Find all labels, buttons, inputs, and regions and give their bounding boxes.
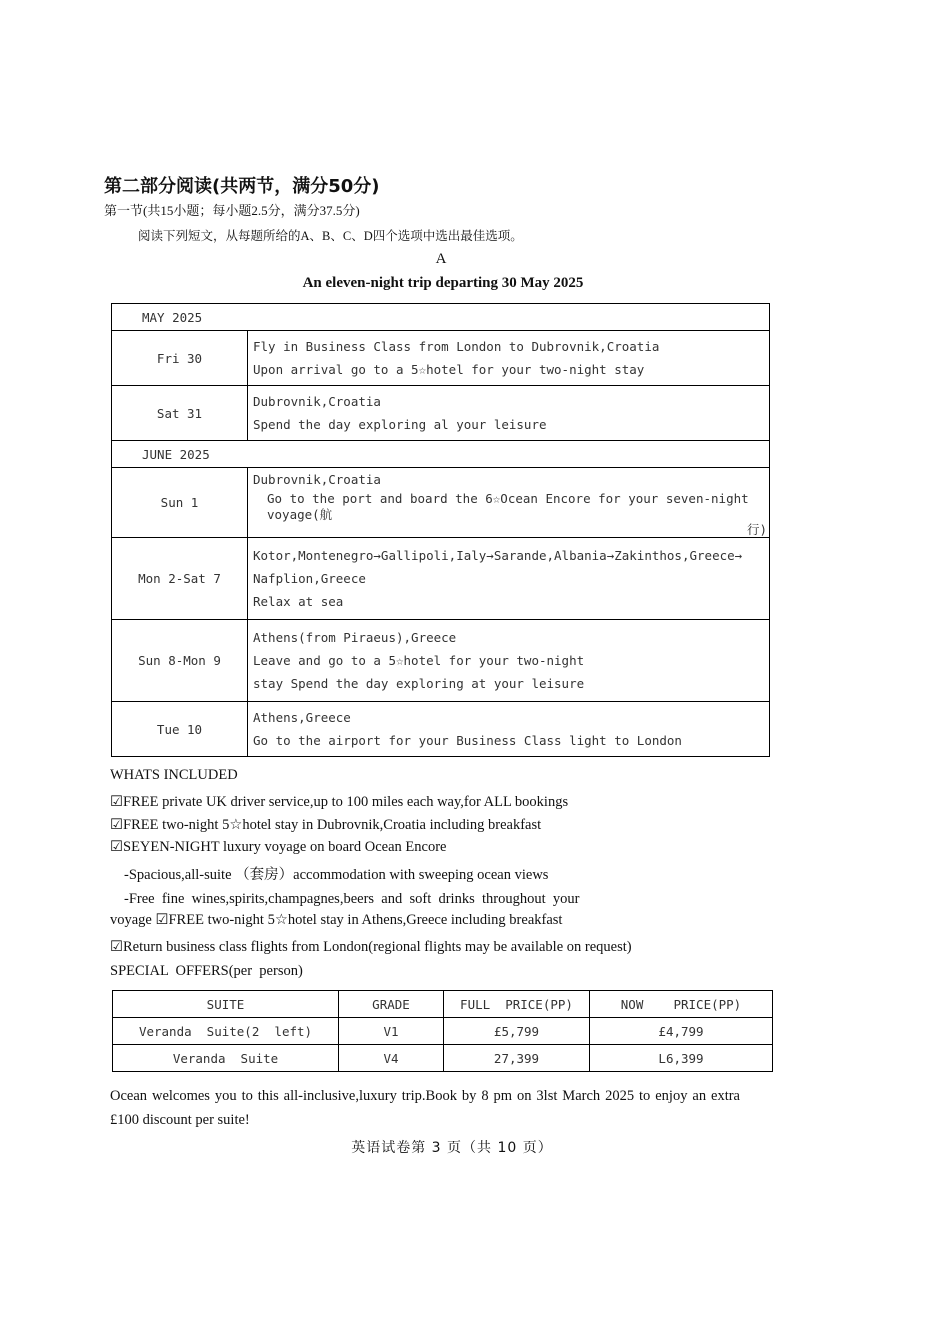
detail-line: Dubrovnik,Croatia (253, 472, 381, 487)
page-footer: 英语试卷第 3 页（共 10 页） (351, 1140, 553, 1156)
table-row (113, 1045, 773, 1072)
subsection-heading: 第一节(共15小题；每小题2.5分，满分37.5分) (104, 203, 360, 218)
itinerary-detail (248, 702, 770, 757)
detail-line: Go to the airport for your Business Class light to London (253, 733, 682, 748)
month-june: JUNE 2025 (112, 441, 770, 468)
table-row (112, 468, 770, 538)
detail-line: Dubrovnik,Croatia (253, 394, 381, 409)
itinerary-detail (248, 331, 770, 386)
detail-line: Upon arrival go to a 5☆hotel for your two-night stay (253, 362, 645, 377)
table-row (112, 331, 770, 386)
detail-line: Fly in Business Class from London to Dubrovnik,Croatia (253, 339, 660, 354)
detail-line: stay Spend the day exploring at your leisure (253, 676, 585, 691)
itinerary-date: Tue 10 (112, 702, 248, 757)
itinerary-date: Sun 1 (112, 468, 248, 538)
column-header: FULL PRICE(PP) (444, 991, 590, 1018)
table-row (112, 304, 770, 331)
itinerary-detail (248, 386, 770, 441)
detail-line: Nafplion,Greece (253, 571, 366, 586)
column-header: NOW PRICE(PP) (590, 991, 773, 1018)
passage-letter: A (435, 251, 447, 267)
detail-line: Relax at sea (253, 594, 344, 609)
included-item: ☑FREE two-night 5☆hotel stay in Dubrovnik,Croatia including breakfast (110, 817, 542, 833)
itinerary-date: Sat 31 (112, 386, 248, 441)
column-header: SUITE (113, 991, 339, 1018)
table-cell: £5,799 (444, 1018, 590, 1045)
table-cell: L6,399 (590, 1045, 773, 1072)
included-subitem: -Free fine wines,spirits,champagnes,beers and soft drinks throughout your (124, 891, 580, 907)
included-subitem: -Spacious,all-suite （套房）accommodation with sweeping ocean views (124, 867, 549, 883)
table-row (112, 620, 770, 702)
itinerary-date: Fri 30 (112, 331, 248, 386)
offers-table (112, 990, 773, 1072)
table-cell: £4,799 (590, 1018, 773, 1045)
detail-line: Athens(from Piraeus),Greece (253, 630, 457, 645)
included-item: ☑Return business class flights from London(regional flights may be available on request) (110, 939, 632, 955)
passage-title: An eleven-night trip departing 30 May 2025 (302, 275, 584, 291)
included-item: ☑FREE private UK driver service,up to 100 miles each way,for ALL bookings (110, 794, 569, 810)
itinerary-table (111, 303, 770, 757)
column-header: GRADE (339, 991, 444, 1018)
table-row (112, 702, 770, 757)
detail-line: Kotor,Montenegro→Gallipoli,Ialy→Sarande,Albania→Zakinthos,Greece→ (253, 548, 743, 563)
itinerary-detail (248, 620, 770, 702)
table-cell: V1 (339, 1018, 444, 1045)
detail-line: Go to the port and board the 6☆Ocean Encore for your seven-night voyage(航 (267, 491, 749, 522)
table-row (113, 1018, 773, 1045)
table-header-row (113, 991, 773, 1018)
detail-line: Leave and go to a 5☆hotel for your two-night (253, 653, 585, 668)
table-cell: V4 (339, 1045, 444, 1072)
detail-line: 行) (746, 522, 767, 537)
table-row (112, 538, 770, 620)
table-row (112, 441, 770, 468)
included-heading: WHATS INCLUDED (110, 767, 238, 783)
table-cell: Veranda Suite (113, 1045, 339, 1072)
table-row (112, 386, 770, 441)
itinerary-date: Sun 8-Mon 9 (112, 620, 248, 702)
itinerary-detail (248, 538, 770, 620)
itinerary-date: Mon 2-Sat 7 (112, 538, 248, 620)
offers-heading: SPECIAL OFFERS(per person) (110, 963, 303, 979)
instruction-text: 阅读下列短文，从每题所给的A、B、C、D四个选项中选出最佳选项。 (138, 229, 523, 243)
closing-paragraph: Ocean welcomes you to this all-inclusive,luxury trip.Book by 8 pm on 3lst March 2025 to enjoy an extra £100 discount per suite! (110, 1088, 740, 1128)
section-title: 第二部分阅读(共两节，满分50分) (104, 176, 380, 197)
table-cell: Veranda Suite(2 left) (113, 1018, 339, 1045)
detail-line: Spend the day exploring al your leisure (253, 417, 547, 432)
table-cell: 27,399 (444, 1045, 590, 1072)
detail-line: Athens,Greece (253, 710, 351, 725)
itinerary-detail (248, 468, 770, 538)
included-item: voyage ☑FREE two-night 5☆hotel stay in Athens,Greece including breakfast (110, 912, 563, 928)
included-item: ☑SEYEN-NIGHT luxury voyage on board Ocean Encore (110, 839, 447, 855)
month-may: MAY 2025 (112, 304, 770, 331)
